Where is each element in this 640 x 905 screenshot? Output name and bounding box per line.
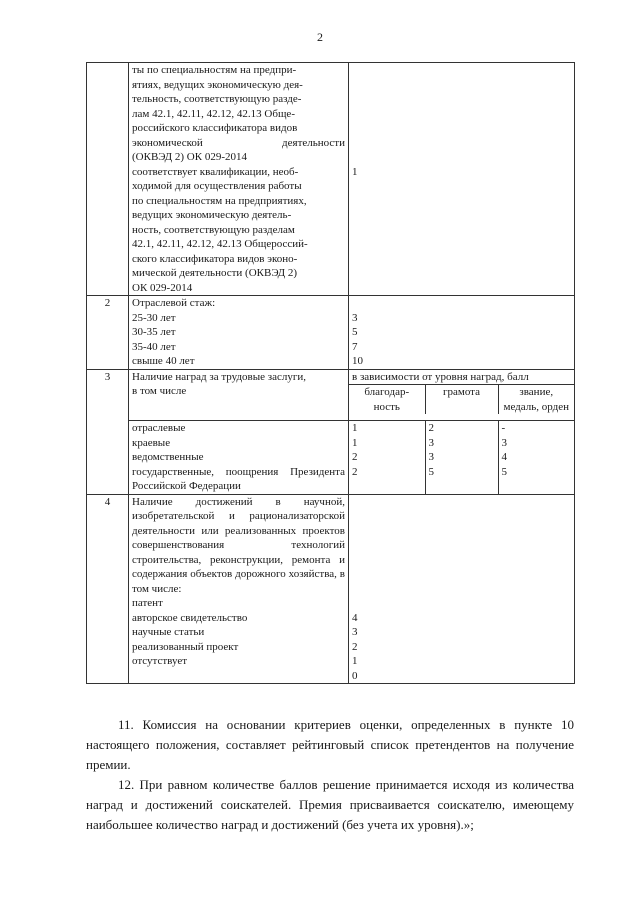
criterion-title: Отраслевой стаж: (132, 297, 216, 309)
score-cell (349, 63, 575, 296)
criterion-title-line: Наличие наград за трудовые заслуги, (132, 370, 307, 383)
column-header: благодар-ность (364, 386, 410, 413)
criterion-text (129, 369, 349, 421)
text-line: ведущих экономическую деятель- (132, 209, 292, 221)
page-number: 2 (317, 30, 323, 44)
text-line: ты по специальностям на предпри- (132, 64, 297, 76)
column-header: звание, медаль, орден (498, 385, 574, 414)
score-value: 3 (501, 436, 507, 449)
row-number (87, 63, 129, 296)
value-header: в зависимости от уровня наград, балл (349, 370, 574, 386)
score-value: 7 (352, 340, 358, 353)
table-row (87, 494, 575, 684)
award-header-cell (349, 369, 575, 421)
award-values (349, 421, 574, 494)
list-item: ведомственные (132, 451, 204, 463)
value-column (425, 421, 498, 494)
table-row (87, 421, 575, 495)
paragraph-11: 11. Комиссия на основании критериев оценки, определенных в пункте 10 настоящего положения, составляет рейтинговый список претендентов на получение премии. (86, 717, 574, 772)
text-line: мической деятельности (ОКВЭД 2) (132, 267, 298, 279)
list-item: 35-40 лет (132, 340, 176, 353)
score-value: 3 (428, 451, 434, 463)
score-value: 1 (352, 166, 358, 178)
score-cell (349, 494, 575, 684)
score-value: 0 (352, 669, 358, 682)
score-value: 1 (352, 655, 358, 667)
score-value: 3 (352, 626, 358, 638)
score-value: 1 (352, 422, 358, 434)
text-line: ходимой для осуществления работы (132, 180, 302, 192)
list-item: реализованный проект (132, 640, 239, 653)
text-line: ятиях, ведущих экономическую дея- (132, 78, 303, 91)
score-value: 5 (501, 465, 507, 478)
row-number: 2 (87, 296, 129, 370)
score-value: - (501, 422, 506, 434)
table-row (87, 296, 575, 370)
criterion-title: Наличие достижений в научной, изобретательской и рационализаторской деятельности или реализованных проектов совершенствования технологий строительства, реконструкции, ремонта и содержания объектов дорожного хозяйства, в том числе: (132, 495, 345, 595)
score-value: 3 (352, 311, 358, 324)
list-item: отсутствует (132, 655, 188, 667)
value-column (349, 421, 425, 494)
list-item: научные статьи (132, 626, 205, 638)
row-number: 3 (87, 369, 129, 494)
score-value: 4 (501, 451, 507, 463)
column-header: грамота (425, 385, 498, 414)
score-cell (349, 296, 575, 370)
text-line: соответствует квалификации, необ- (132, 165, 299, 178)
score-value: 2 (428, 422, 434, 434)
score-value: 5 (352, 326, 358, 338)
criterion-title-line: в том числе (132, 385, 187, 397)
text-line: ность, соответствующую разделам (132, 223, 295, 236)
list-item: авторское свидетельство (132, 611, 248, 624)
text-line: российского классификатора видов (132, 122, 298, 134)
table-row (87, 63, 575, 296)
criterion-text (129, 63, 349, 296)
text-line: 42.1, 42.11, 42.12, 42.13 Общероссий- (132, 238, 308, 250)
text-line: ского классификатора видов эконо- (132, 252, 298, 265)
text-line: ОК 029-2014 (132, 281, 193, 294)
list-item: 25-30 лет (132, 311, 176, 324)
award-values-cell (349, 421, 575, 495)
score-value: 2 (352, 451, 358, 463)
paragraph-12: 12. При равном количестве баллов решение принимается исходя из количества наград и достижений соискателей. Премия присваивается соискателю, имеющему наибольшее количество наград и достижений (без учета их уровня).»; (86, 777, 574, 832)
score-value: 1 (352, 436, 358, 449)
list-item: отраслевые (132, 422, 186, 434)
list-item: свыше 40 лет (132, 355, 195, 367)
score-value: 2 (352, 640, 358, 653)
award-columns-header (349, 385, 574, 414)
value-column (498, 421, 574, 494)
list-item: краевые (132, 436, 171, 449)
text-line: экономической деятельности (132, 136, 345, 149)
score-value: 5 (428, 465, 434, 478)
score-value: 3 (428, 436, 434, 449)
list-item: патент (132, 597, 163, 609)
score-value: 10 (352, 355, 363, 367)
table-row (87, 369, 575, 421)
text-line: тельность, соответствующую разде- (132, 93, 302, 105)
list-item: государственные, поощрения Президента Российской Федерации (132, 465, 345, 492)
list-item: 30-35 лет (132, 326, 176, 338)
criterion-text (129, 421, 349, 495)
score-value: 2 (352, 465, 358, 478)
criterion-text (129, 296, 349, 370)
text-line: лам 42.1, 42.11, 42.12, 42.13 Обще- (132, 107, 295, 120)
score-value: 4 (352, 611, 358, 624)
criterion-text (129, 494, 349, 684)
text-line: (ОКВЭД 2) ОК 029-2014 (132, 151, 247, 163)
row-number: 4 (87, 494, 129, 684)
text-line: по специальностям на предприятиях, (132, 194, 307, 207)
criteria-table (86, 62, 575, 684)
